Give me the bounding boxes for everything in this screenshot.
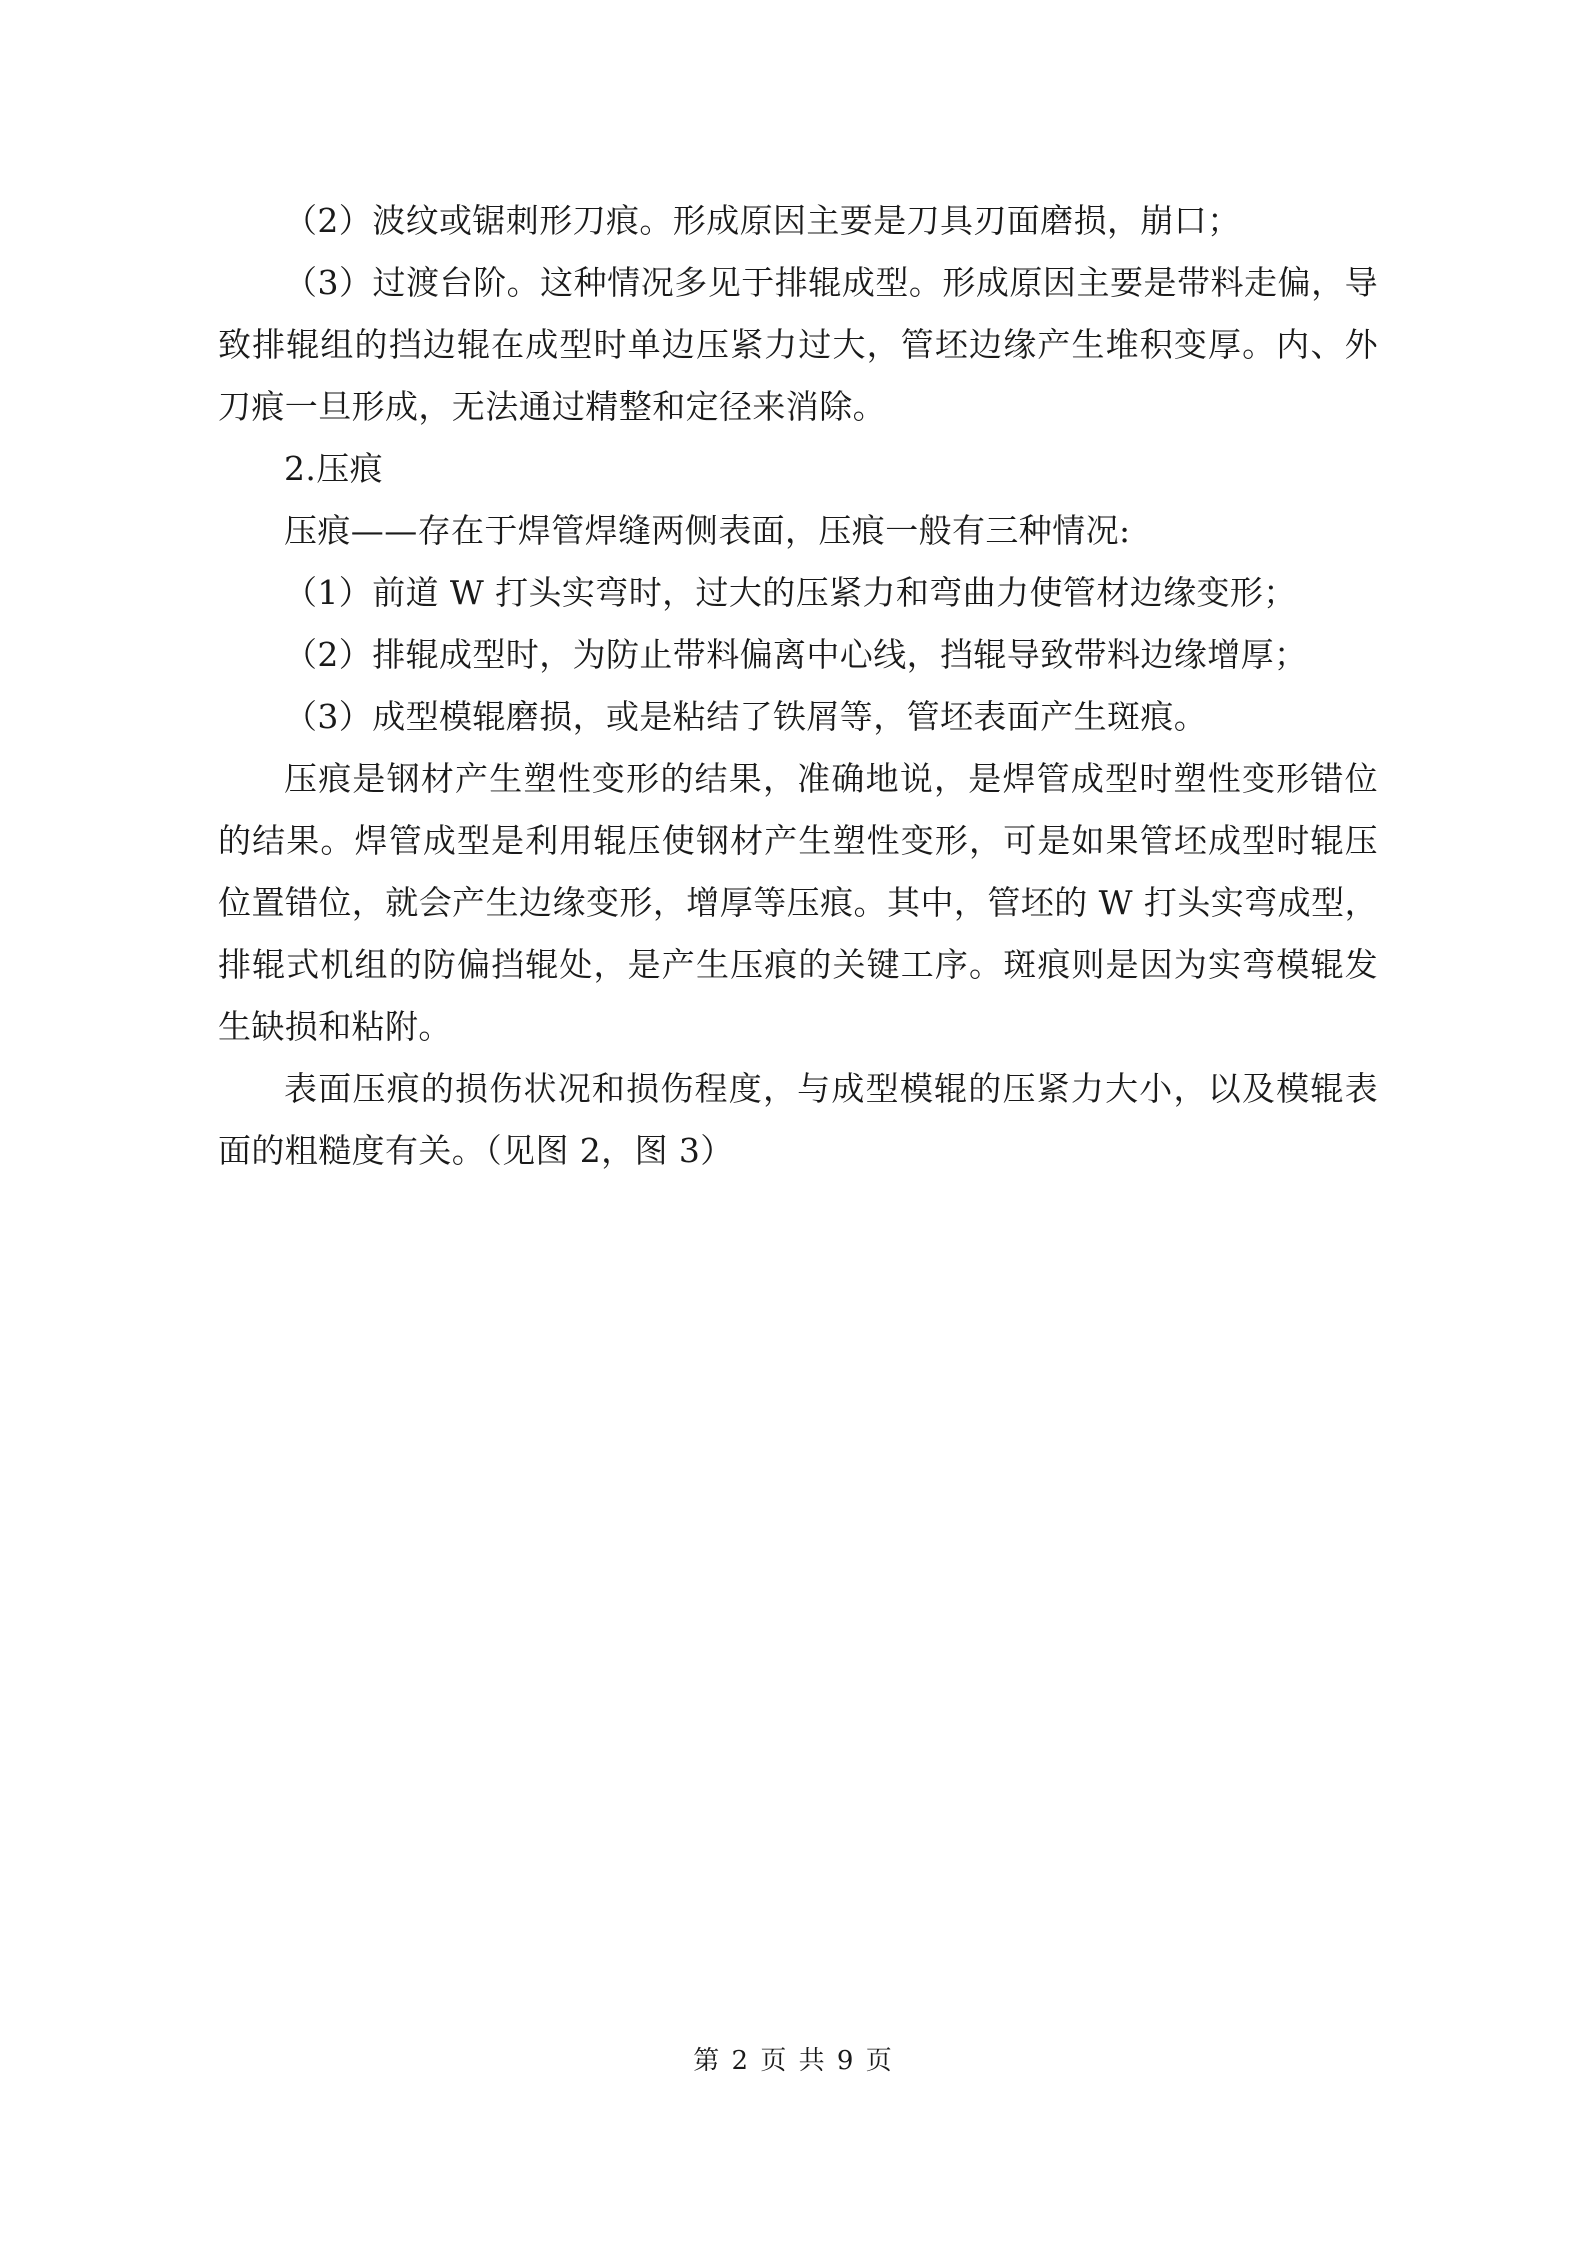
paragraph: （2）排辊成型时，为防止带料偏离中心线，挡辊导致带料边缘增厚； [284,635,1308,674]
paragraph: 压痕是钢材产生塑性变形的结果，准确地说，是焊管成型时塑性变形错位的结果。焊管成型是利用辊压使钢材产生塑性变形，可是如果管坯成型时辊压位置错位，就会产生边缘变形，增厚等压痕。其中，管坯的 W 打头实弯成型，排辊式机组的防偏挡辊处，是产生压痕的关键工序。斑痕则是因为实弯模辊发生缺损和粘附。 [218,759,1378,1046]
section-heading: 2.压痕 [284,449,384,488]
paragraph: （2）波纹或锯刺形刀痕。形成原因主要是刀具刃面磨损，崩口； [284,201,1241,240]
paragraph: （1）前道 W 打头实弯时，过大的压紧力和弯曲力使管材边缘变形； [284,573,1297,612]
page-footer: 第 2 页 共 9 页 [693,2046,894,2076]
paragraph: 压痕——存在于焊管焊缝两侧表面，压痕一般有三种情况: [284,511,1131,550]
paragraph: （3）过渡台阶。这种情况多见于排辊成型。形成原因主要是带料走偏，导致排辊组的挡边辊在成型时单边压紧力过大，管坯边缘产生堆积变厚。内、外刀痕一旦形成，无法通过精整和定径来消除。 [218,263,1378,426]
paragraph: 表面压痕的损伤状况和损伤程度，与成型模辊的压紧力大小，以及模辊表面的粗糙度有关。（见图 2，图 3） [218,1069,1378,1170]
paragraph: （3）成型模辊磨损，或是粘结了铁屑等，管坯表面产生斑痕。 [284,697,1208,736]
document-body [218,190,1378,1182]
